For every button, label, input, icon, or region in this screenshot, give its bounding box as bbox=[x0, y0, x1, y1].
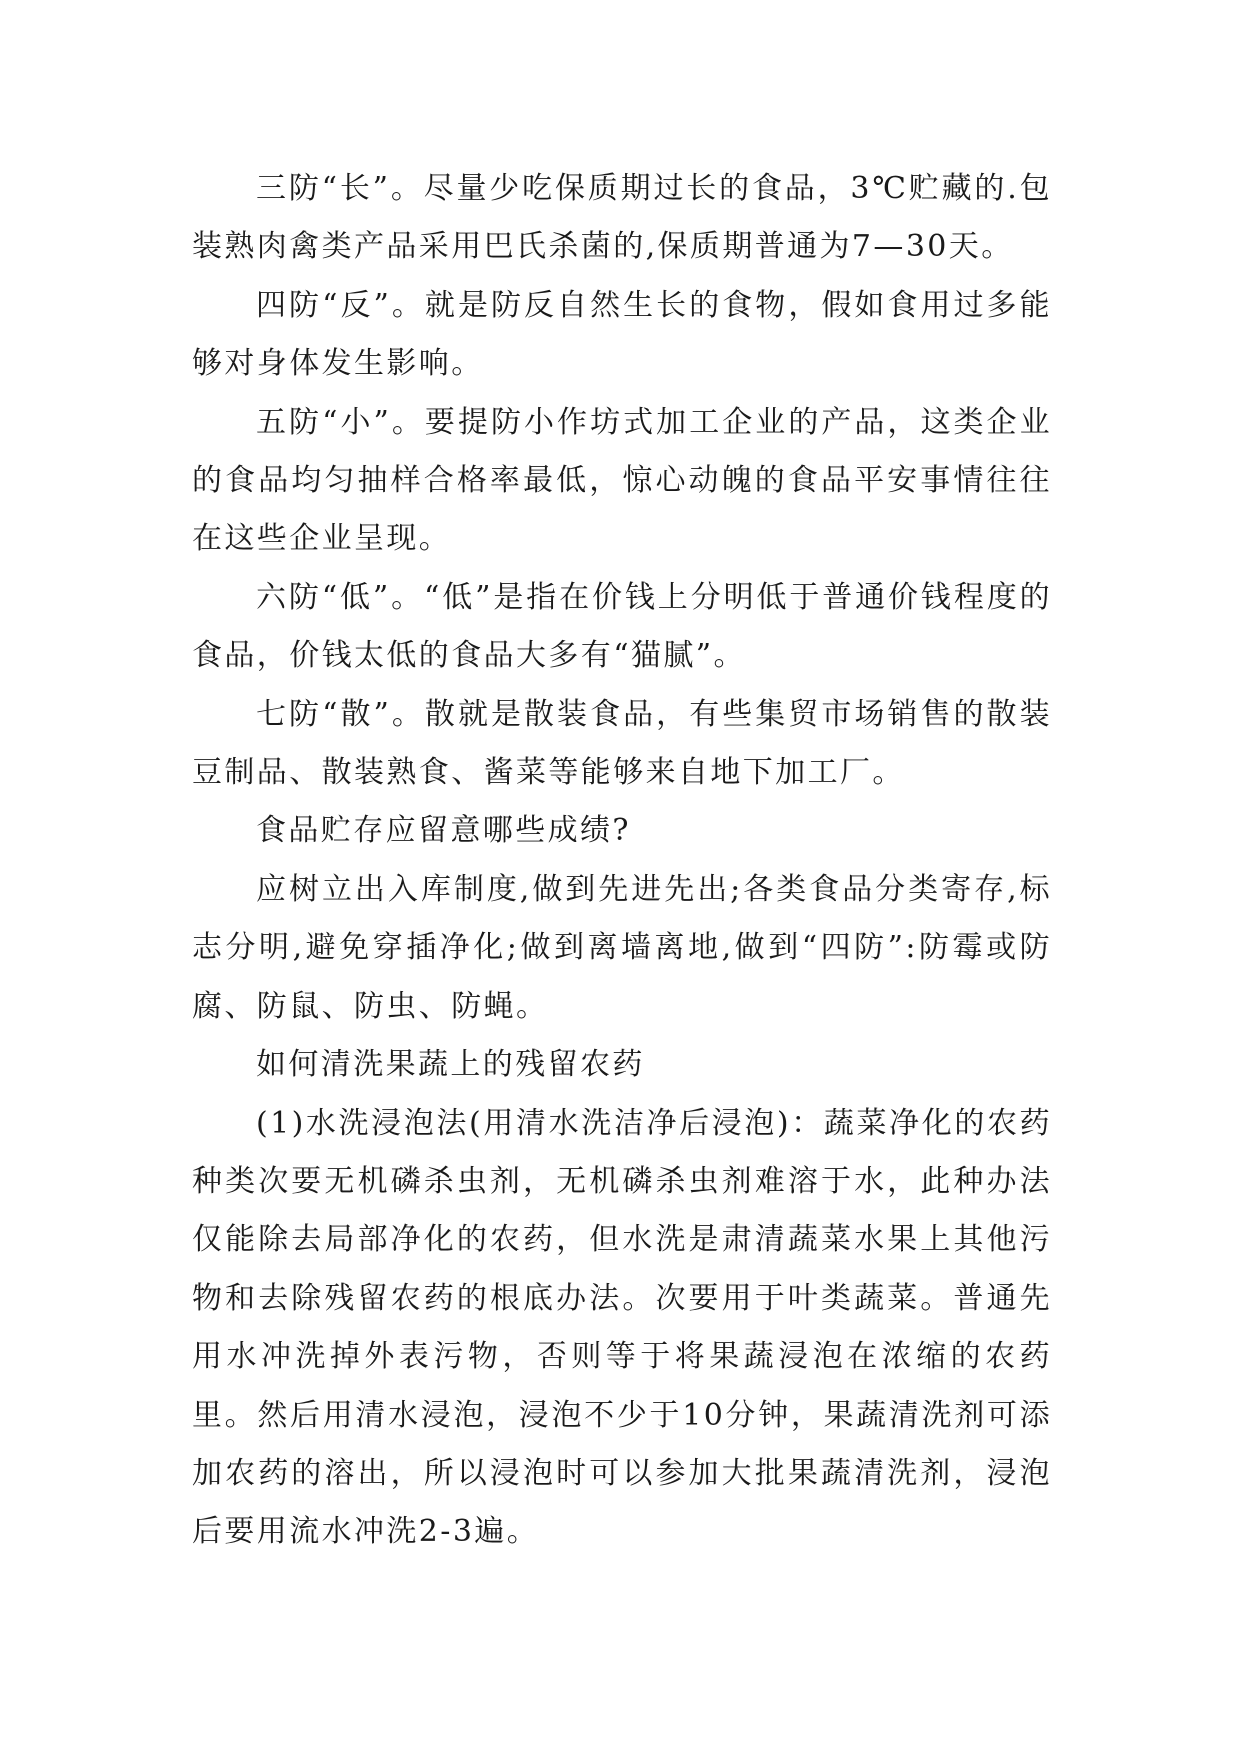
paragraph-four-avoid-unnatural: 四防“反”。就是防反自然生长的食物，假如食用过多能够对身体发生影响。 bbox=[192, 287, 1052, 382]
paragraph-six-avoid-low: 六防“低”。“低”是指在价钱上分明低于普通价钱程度的食品，价钱太低的食品大多有“猫腻”。 bbox=[192, 579, 1052, 674]
heading-food-storage: 食品贮存应留意哪些成绩? bbox=[256, 813, 631, 849]
paragraph-seven-avoid-bulk: 七防“散”。散就是散装食品，有些集贸市场销售的散装豆制品、散装熟食、酱菜等能够来自地下加工厂。 bbox=[192, 696, 1052, 791]
heading-pesticide-cleaning: 如何清洗果蔬上的残留农药 bbox=[256, 1047, 645, 1083]
paragraph-storage-rules: 应树立出入库制度,做到先进先出;各类食品分类寄存,标志分明,避免穿插净化;做到离墙离地,做到“四防”:防霉或防腐、防鼠、防虫、防蝇。 bbox=[192, 871, 1052, 1024]
paragraph-water-soak-method: (1)水洗浸泡法(用清水洗洁净后浸泡)：蔬菜净化的农药种类次要无机磷杀虫剂，无机磷杀虫剂难溶于水，此种办法仅能除去局部净化的农药，但水洗是肃清蔬菜水果上其他污物和去除残留农药的根底办法。次要用于叶类蔬菜。普通先用水冲洗掉外表污物，否则等于将果蔬浸泡在浓缩的农药里。然后用清水浸泡，浸泡不少于10分钟，果蔬清洗剂可添加农药的溶出，所以浸泡时可以参加大批果蔬清洗剂，浸泡后要用流水冲洗2-3遍。 bbox=[192, 1105, 1052, 1550]
document-body bbox=[192, 160, 1052, 1562]
paragraph-three-avoid-long: 三防“长”。尽量少吃保质期过长的食品，3℃贮藏的.包装熟肉禽类产品采用巴氏杀菌的,保质期普通为7—30天。 bbox=[192, 171, 1052, 265]
paragraph-five-avoid-small: 五防“小”。要提防小作坊式加工企业的产品，这类企业的食品均匀抽样合格率最低，惊心动魄的食品平安事情往往在这些企业呈现。 bbox=[192, 404, 1052, 557]
